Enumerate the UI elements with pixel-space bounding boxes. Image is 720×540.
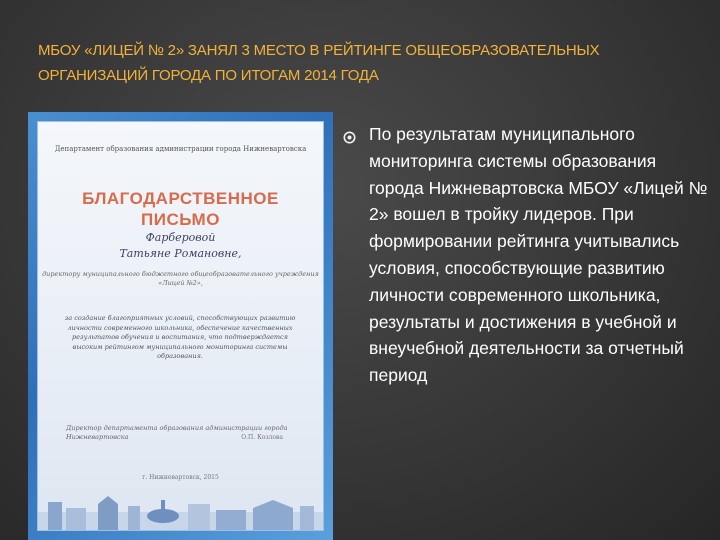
certificate-recipient-surname: Фарберовой: [145, 231, 216, 244]
city-skyline-art: [38, 482, 323, 530]
certificate-recipient: [38, 230, 323, 262]
ring-bullet-icon: [343, 131, 356, 144]
certificate-signature: Директор департамента образования администрации города Нижневартовска: [66, 424, 288, 441]
certificate-heading-line2: ПИСЬМО: [141, 210, 220, 229]
certificate-signer: О.П. Козлова: [241, 434, 283, 441]
certificate-paper: [37, 121, 324, 531]
certificate-image: [28, 112, 333, 540]
certificate-heading: [38, 188, 323, 230]
slide-title: МБОУ «ЛИЦЕЙ № 2» ЗАНЯЛ 3 МЕСТО В РЕЙТИНГЕ ОБЩЕОБРАЗОВАТЕЛЬНЫХ ОРГАНИЗАЦИЙ ГОРОДА ПО ИТОГАМ 2014 ГОДА: [38, 42, 600, 84]
certificate-text: за создание благоприятных условий, способствующих развитию личности современного школьника, обеспечение качественных результатов обучения и воспитания, что подтверждается высоким рейтингом муниципального мониторинга системы образования.: [64, 314, 296, 360]
certificate-department: Департамент образования администрации города Нижневартовска: [54, 145, 307, 153]
slide-body-text: По результатам муниципального мониторинга системы образования города Нижневартовска МБОУ «Лицей № 2» вошел в тройку лидеров. При формировании рейтинга учитывались условия, способствующие развитию личности современного школьника, результаты и достижения в учебной и внеучебной деятельности за отчетный период: [369, 124, 708, 386]
certificate-city: г. Нижневартовск, 2015: [142, 474, 219, 481]
certificate-heading-line1: БЛАГОДАРСТВЕННОЕ: [82, 189, 279, 208]
certificate-recipient-name: Татьяне Романовне,: [119, 247, 242, 260]
certificate-role: директору муниципального бюджетного общеобразовательного учреждения «Лицей №2»,: [42, 270, 319, 287]
